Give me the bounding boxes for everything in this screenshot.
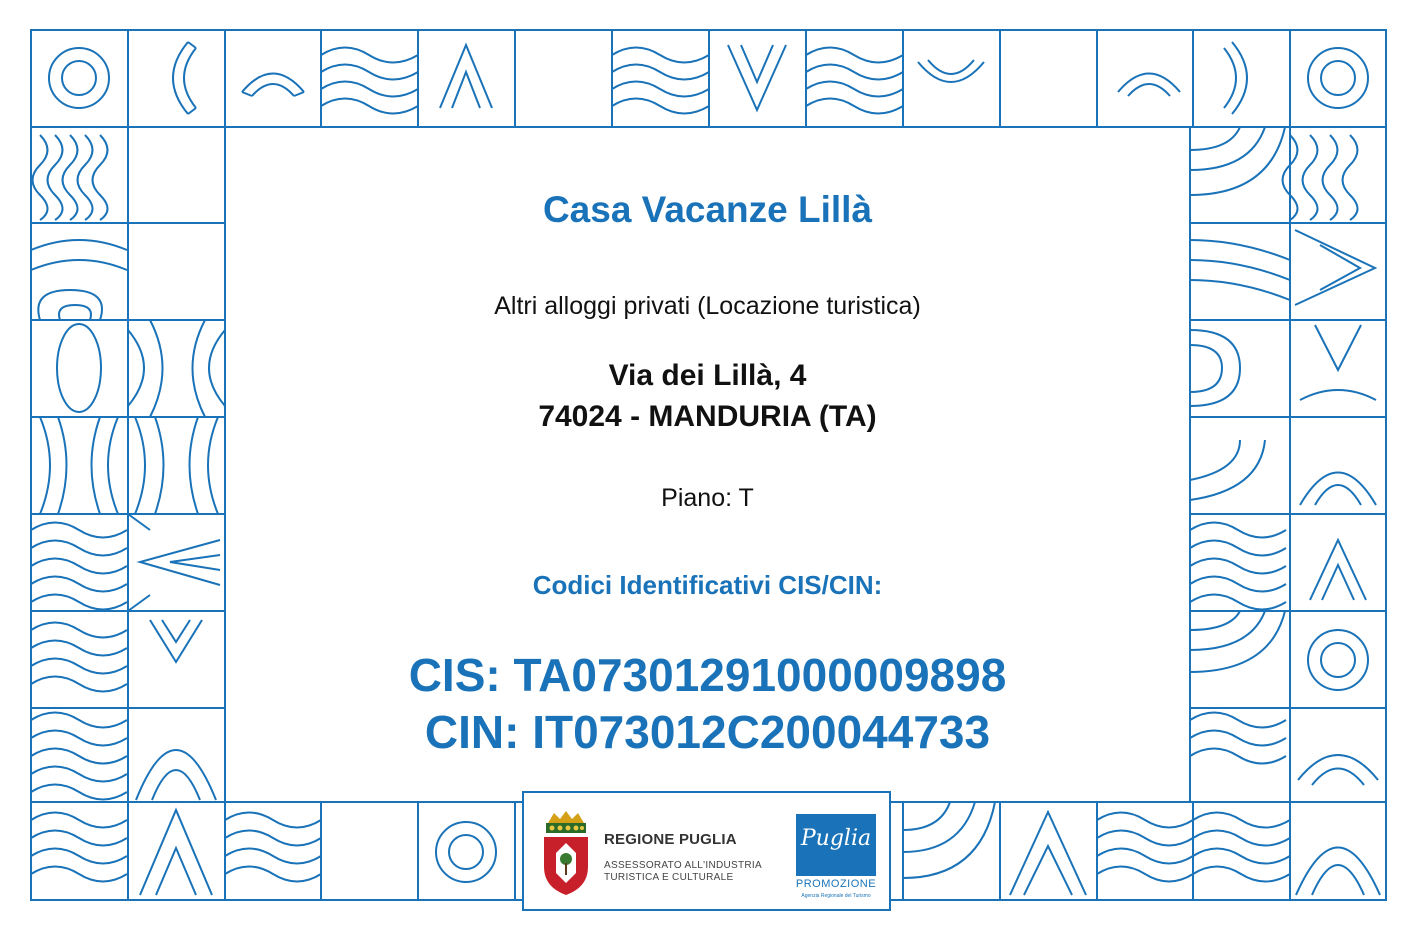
logo-strip [522, 791, 891, 911]
accommodation-category: Altri alloggi privati (Locazione turistica) [494, 292, 921, 320]
address-street: Via dei Lillà, 4 [608, 359, 807, 392]
codes-heading: Codici Identificativi CIS/CIN: [532, 570, 883, 600]
regione-puglia-coat-of-arms-icon [540, 809, 592, 899]
cin-code: CIN: IT073012C200044733 [424, 706, 991, 758]
agency-label: Agenzia Regionale del Turismo [801, 893, 871, 899]
region-name: REGIONE PUGLIA [604, 831, 737, 848]
region-department [604, 860, 762, 884]
puglia-wordmark: Puglia [800, 826, 872, 851]
region-department-line-2: TURISTICA E CULTURALE [604, 872, 734, 883]
property-title: Casa Vacanze Lillà [542, 189, 873, 230]
puglia-promozione-logo [796, 814, 876, 876]
region-department-line-1: ASSESSORATO ALL'INDUSTRIA [604, 860, 762, 871]
floor-label: Piano: T [661, 484, 754, 512]
cis-code: CIS: TA07301291000009898 [408, 649, 1007, 701]
address-city: 74024 - MANDURIA (TA) [538, 400, 877, 433]
promozione-label: PROMOZIONE [795, 878, 877, 890]
